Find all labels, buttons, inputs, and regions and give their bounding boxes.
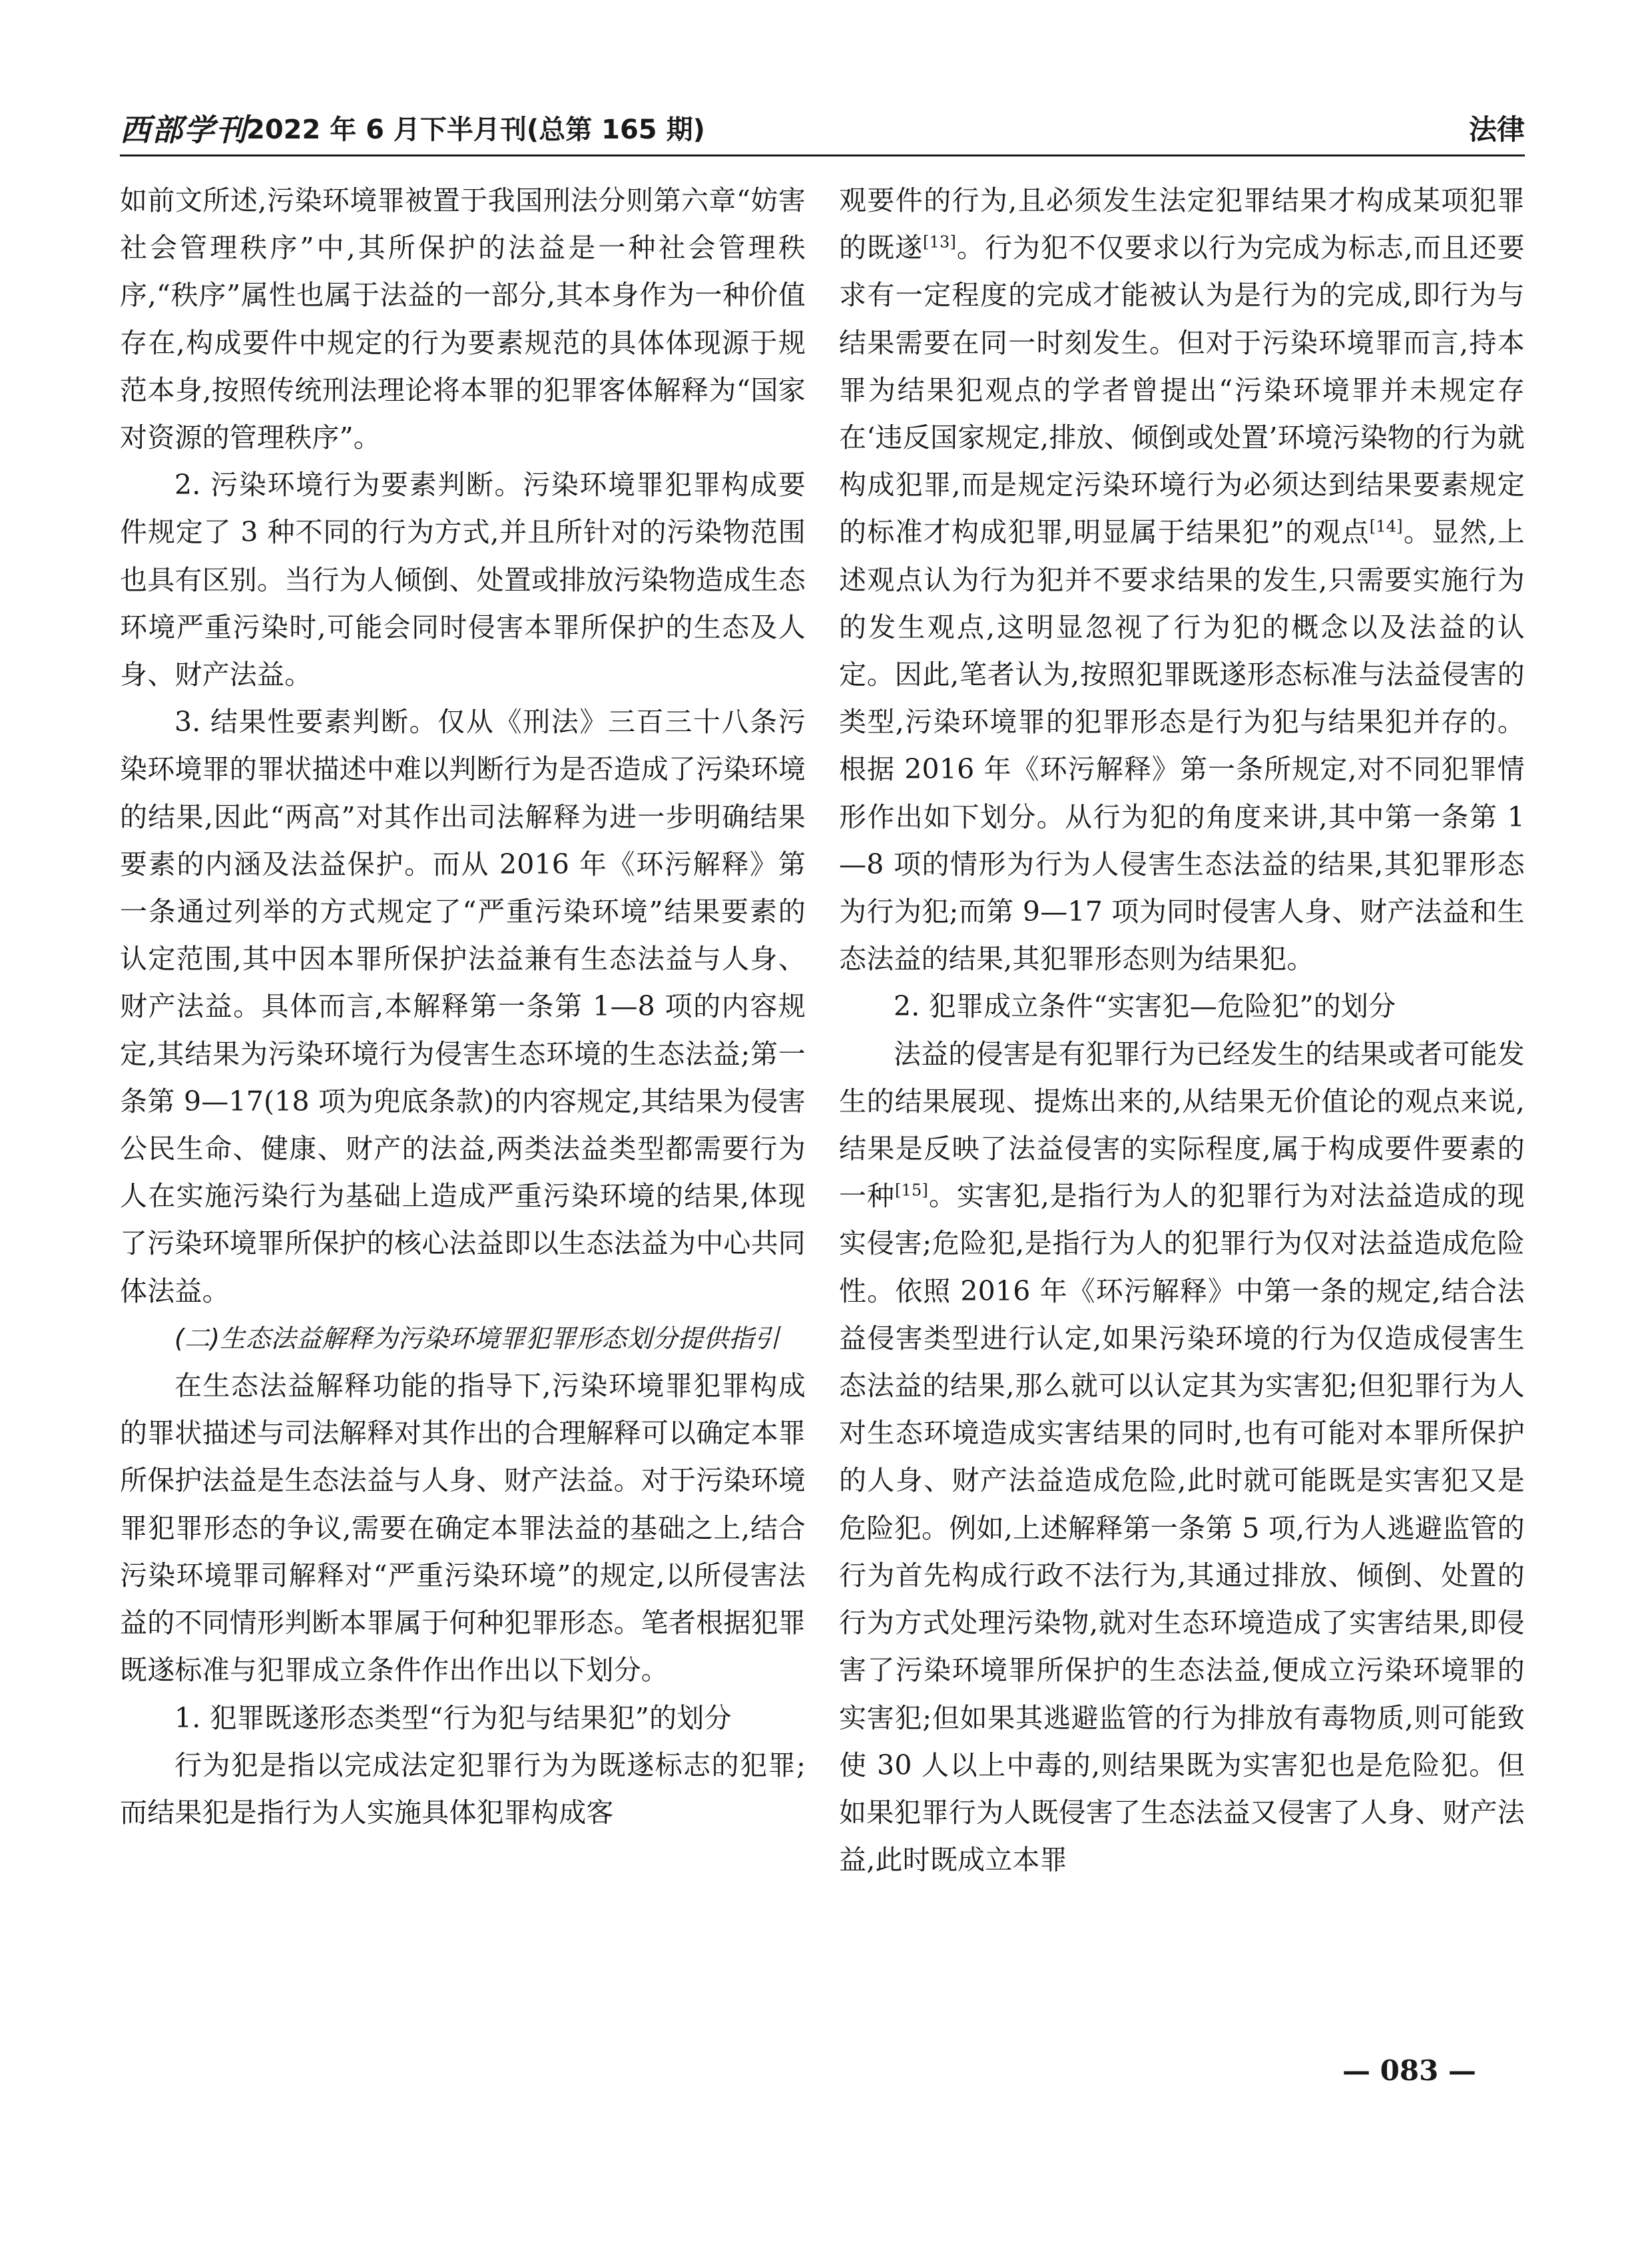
text-run: 。行为犯不仅要求以行为完成为标志,而且还要求有一定程度的完成才能被认为是行为的完成,即行为与结果需要在同一时刻发生。但对于污染环境罪而言,持本罪为结果犯观点的学者曾提出“污染环境罪并未规定存在‘违反国家规定,排放、倾倒或处置’环境污染物的行为就构成犯罪,而是规定污染环境行为必须达到结果要素规定的标准才构成犯罪,明显属于结果犯”的观点	[839, 232, 1525, 549]
journal-logo: 西部学刊	[120, 112, 248, 148]
left-column	[120, 177, 806, 1836]
text-run: 。实害犯,是指行为人的犯罪行为对法益造成的现实侵害;危险犯,是指行为人的犯罪行为仅对法益造成危险性。依照 2016 年《环污解释》中第一条的规定,结合法益侵害类型进行认定,如果污染环境的行为仅造成侵害生态法益的结果,那么就可以认定其为实害犯;但犯罪行为人对生态环境造成实害结果的同时,也有可能对本罪所保护的人身、财产法益造成危险,此时就可能既是实害犯又是危险犯。例如,上述解释第一条第 5 项,行为人逃避监管的行为首先构成行政不法行为,其通过排放、倾倒、处置的行为方式处理污染物,就对生态环境造成了实害结果,即侵害了污染环境罪所保护的生态法益,便成立污染环境罪的实害犯;但如果其逃避监管的行为排放有毒物质,则可能致使 30 人以上中毒的,则结果既为实害犯也是危险犯。但如果犯罪行为人既侵害了生态法益又侵害了人身、财产法益,此时既成立本罪	[839, 1180, 1525, 1876]
text-run: 观要件的行为,且必须发生法定犯罪结果才构成某项犯罪的既遂	[839, 184, 1525, 264]
paragraph: 在生态法益解释功能的指导下,污染环境罪犯罪构成的罪状描述与司法解释对其作出的合理解释可以确定本罪所保护法益是生态法益与人身、财产法益。对于污染环境罪犯罪形态的争议,需要在确定本罪法益的基础之上,结合污染环境罪司解释对“严重污染环境”的规定,以所侵害法益的不同情形判断本罪属于何种犯罪形态。笔者根据犯罪既遂标准与犯罪成立条件作出作出以下划分。	[120, 1370, 806, 1687]
text-run: 法益的侵害是有犯罪行为已经发生的结果或者可能发生的结果展现、提炼出来的,从结果无价值论的观点来说,结果是反映了法益侵害的实际程度,属于构成要件要素的一种	[839, 1037, 1525, 1213]
citation: [13]	[923, 232, 957, 252]
right-column	[839, 177, 1525, 1884]
text-run: 。显然,上述观点认为行为犯并不要求结果的发生,只需要实施行为的发生观点,这明显忽视了行为犯的概念以及法益的认定。因此,笔者认为,按照犯罪既遂形态标准与法益侵害的类型,污染环境罪的犯罪形态是行为犯与结果犯并存的。根据 2016 年《环污解释》第一条所规定,对不同犯罪情形作出如下划分。从行为犯的角度来讲,其中第一条第 1—8 项的情形为行为人侵害生态法益的结果,其犯罪形态为行为犯;而第 9—17 项为同时侵害人身、财产法益和生态法益的结果,其犯罪形态则为结果犯。	[839, 516, 1525, 976]
page-number: — 083 —	[1342, 2054, 1476, 2087]
paragraph: 如前文所述,污染环境罪被置于我国刑法分则第六章“妨害社会管理秩序”中,其所保护的法益是一种社会管理秩序,“秩序”属性也属于法益的一部分,其本身作为一种价值存在,构成要件中规定的行为要素规范的具体体现源于规范本身,按照传统刑法理论将本罪的犯罪客体解释为“国家对资源的管理秩序”。	[120, 184, 806, 454]
issue-info: 2022 年 6 月下半月刊(总第 165 期)	[246, 115, 705, 145]
section-name: 法律	[1468, 113, 1525, 146]
header-rule	[120, 154, 1525, 156]
paragraph	[839, 177, 1525, 983]
citation: [15]	[895, 1181, 929, 1200]
running-header	[120, 110, 1525, 150]
paragraph: 行为犯是指以完成法定犯罪行为为既遂标志的犯罪;而结果犯是指行为人实施具体犯罪构成客	[120, 1749, 806, 1828]
paragraph: 3. 结果性要素判断。仅从《刑法》三百三十八条污染环境罪的罪状描述中难以判断行为是否造成了污染环境的结果,因此“两高”对其作出司法解释为进一步明确结果要素的内涵及法益保护。而从 2016 年《环污解释》第一条通过列举的方式规定了“严重污染环境”结果要素的认定范围,其中因本罪所保护法益兼有生态法益与人身、财产法益。具体而言,本解释第一条第 1—8 项的内容规定,其结果为污染环境行为侵害生态环境的生态法益;第一条第 9—17(18 项为兜底条款)的内容规定,其结果为侵害公民生命、健康、财产的法益,两类法益类型都需要行为人在实施污染行为基础上造成严重污染环境的结果,体现了污染环境罪所保护的核心法益即以生态法益为中心共同体法益。	[120, 706, 806, 1307]
paragraph: 2. 污染环境行为要素判断。污染环境罪犯罪构成要件规定了 3 种不同的行为方式,并且所针对的污染物范围也具有区别。当行为人倾倒、处置或排放污染物造成生态环境严重污染时,可能会同时侵害本罪所保护的生态及人身、财产法益。	[120, 469, 806, 691]
subsection-heading: 2. 犯罪成立条件“实害犯—危险犯”的划分	[894, 990, 1396, 1023]
subsection-heading: 1. 犯罪既遂形态类型“行为犯与结果犯”的划分	[174, 1701, 732, 1734]
paragraph	[839, 1031, 1525, 1884]
section-heading: (二)生态法益解释为污染环境罪犯罪形态划分提供指引	[174, 1323, 780, 1353]
citation: [14]	[1369, 517, 1403, 536]
